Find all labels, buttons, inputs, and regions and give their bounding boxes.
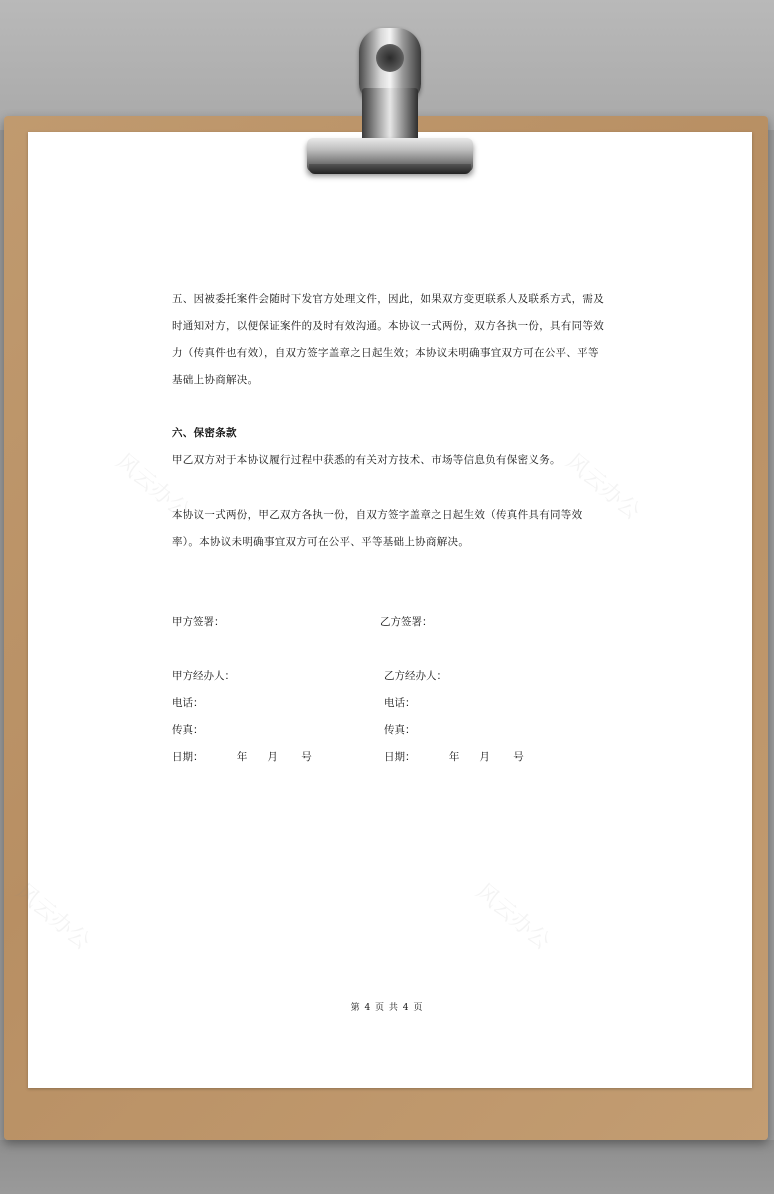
party-a-date-label: 日期： 年 月 号 bbox=[172, 751, 312, 763]
watermark: 风云办公 bbox=[470, 879, 555, 955]
party-a-signature-label: 甲方签署： bbox=[172, 616, 225, 628]
party-b-phone-label: 电话： bbox=[384, 697, 416, 709]
closing-paragraph: 本协议一式两份，甲乙双方各执一份，自双方签字盖章之日起生效（传真件具有同等效率）。本协议未明确事宜双方可在公平、平等基础上协商解决。 bbox=[172, 509, 583, 548]
party-a-phone-label: 电话： bbox=[172, 697, 204, 709]
watermark: 风云办公 bbox=[110, 449, 195, 525]
party-a-agent-label: 甲方经办人： bbox=[172, 670, 235, 682]
background-bottom bbox=[0, 1140, 774, 1194]
binder-clip-hole bbox=[376, 44, 404, 72]
section-6-body: 甲乙双方对于本协议履行过程中获悉的有关对方技术、市场等信息负有保密义务。 bbox=[172, 454, 561, 466]
party-b-agent-label: 乙方经办人： bbox=[384, 670, 447, 682]
party-b-signature-label: 乙方签署： bbox=[380, 616, 433, 628]
document-page bbox=[28, 132, 752, 1088]
page-footer: 第 4 页 共 4 页 bbox=[350, 1003, 424, 1013]
paragraph-5: 五、因被委托案件会随时下发官方处理文件，因此，如果双方变更联系人及联系方式，需及时通知对方，以便保证案件的及时有效沟通。本协议一式两份，双方各执一份，具有同等效力（传真件也有效），自双方签字盖章之日起生效；本协议未明确事宜双方可在公平、平等基础上协商解决。 bbox=[172, 293, 604, 386]
party-b-fax-label: 传真： bbox=[384, 724, 416, 736]
binder-clip-body bbox=[362, 88, 418, 144]
section-6-title: 六、保密条款 bbox=[172, 427, 237, 439]
binder-clip-lip bbox=[309, 164, 471, 174]
watermark: 风云办公 bbox=[10, 879, 95, 955]
watermark: 风云办公 bbox=[560, 449, 645, 525]
party-b-date-label: 日期： 年 月 号 bbox=[384, 751, 524, 763]
party-a-fax-label: 传真： bbox=[172, 724, 204, 736]
